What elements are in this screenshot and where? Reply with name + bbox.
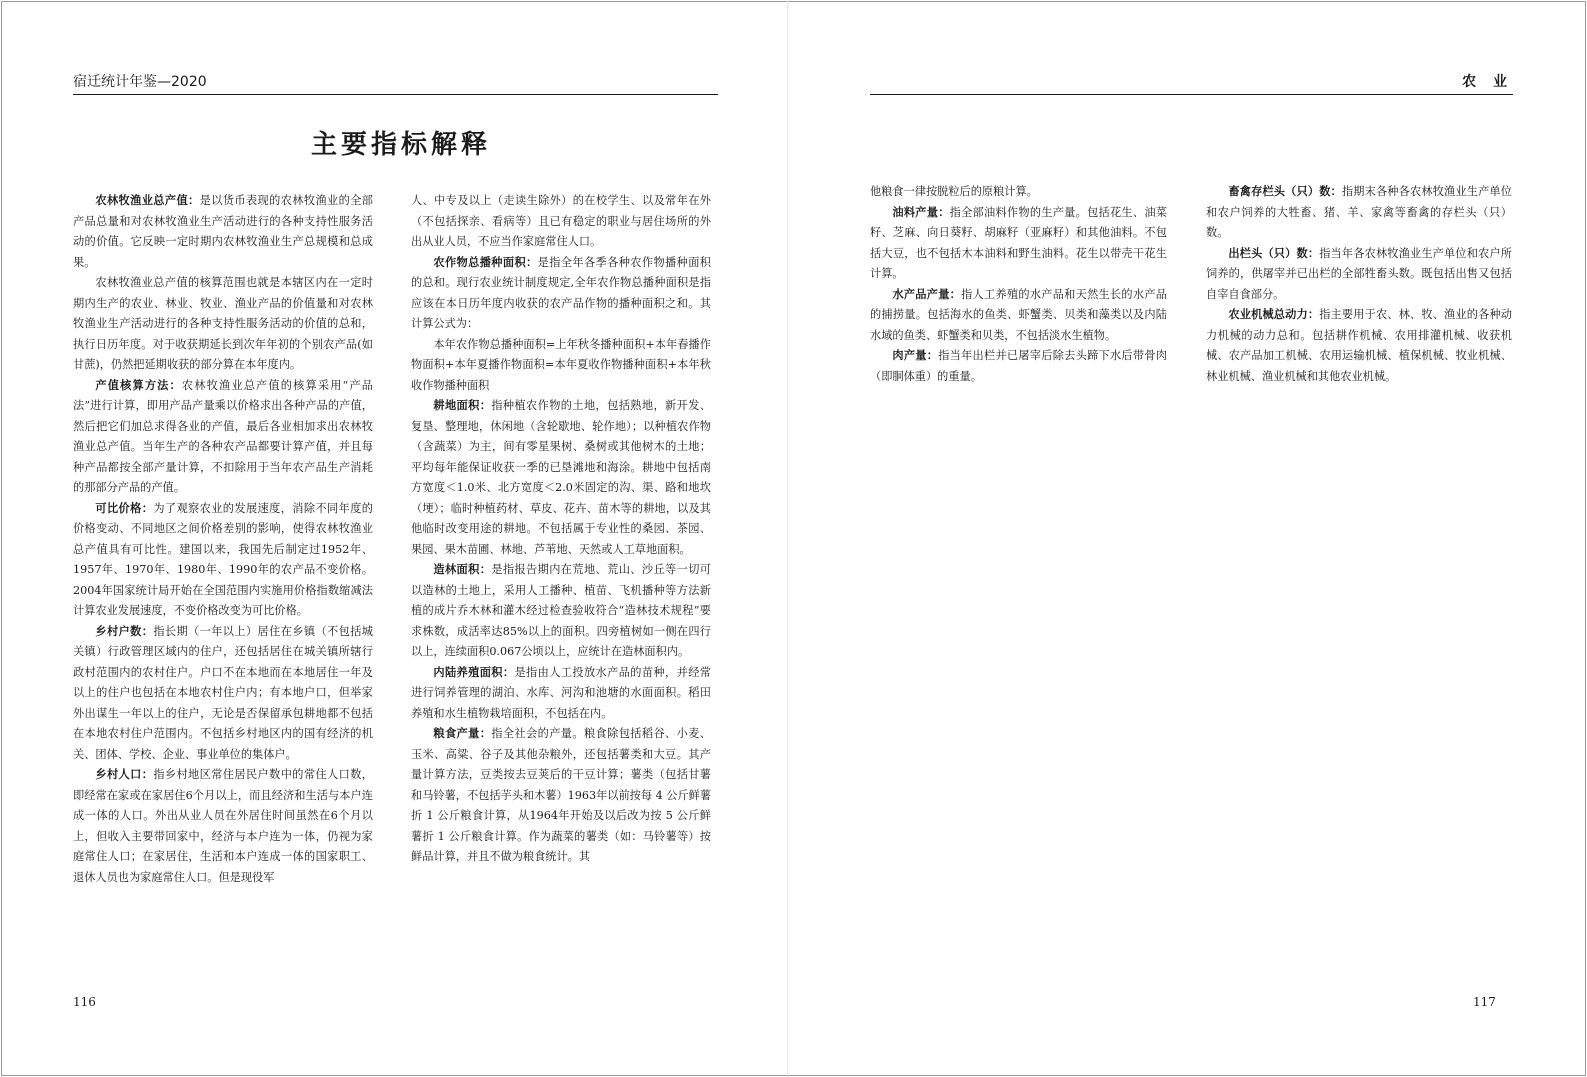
definition-text: 他粮食一律按脱粒后的原粮计算。 bbox=[870, 185, 1038, 198]
left-column-1 bbox=[73, 191, 373, 888]
definition-text: 本年农作物总播种面积=上年秋冬播种面积+本年春播作物面积+本年夏播作物面积=本年夏收作物播种面积+本年秋收作物播种面积 bbox=[411, 337, 711, 392]
definition-text: 指乡村地区常住居民户数中的常住人口数，即经常在家或在家居住6个月以上，而且经济和生活与本户连成一体的人口。外出从业人员在外居住时间虽然在6个月以上，但收入主要带回家中，经济与本户连为一体，仍视为家庭常住人口；在家居住，生活和本户连成一体的国家职工、退休人员也为家庭常住人口。但是现役军 bbox=[73, 768, 373, 884]
text-paragraph bbox=[411, 191, 711, 253]
left-column-2 bbox=[411, 191, 711, 868]
term-label: 肉产量： bbox=[892, 349, 939, 362]
definition-paragraph bbox=[73, 376, 373, 499]
section-title: 主要指标解释 bbox=[311, 130, 492, 160]
definition-text: 是指由人工投放水产品的苗种，并经常进行饲养管理的湖泊、水库、河沟和池塘的水面面积。稻田养殖和水生植物栽培面积，不包括在内。 bbox=[411, 665, 711, 720]
definition-text: 是指报告期内在荒地、荒山、沙丘等一切可以造林的土地上，采用人工播种、植苗、飞机播种等方法新植的成片乔木林和灌木经过检查验收符合“造林技术规程”要求株数，成活率达85%以上的面积。四旁植树如一侧在四行以上，连续面积0.067公顷以上，应统计在造林面积内。 bbox=[411, 563, 711, 658]
definition-paragraph bbox=[73, 622, 373, 766]
definition-text: 指全部油料作物的生产量。包括花生、油菜籽、芝麻、向日葵籽、胡麻籽（亚麻籽）和其他油料。不包括大豆，也不包括木本油料和野生油料。花生以带壳干花生计算。 bbox=[870, 205, 1167, 280]
definition-text: 指当年各农林牧渔业生产单位和农户所饲养的，供屠宰并已出栏的全部牲畜头数。既包括出售又包括自宰自食部分。 bbox=[1206, 246, 1512, 301]
definition-paragraph bbox=[411, 396, 711, 560]
definition-text: 指主要用于农、林、牧、渔业的各种动力机械的动力总和。包括耕作机械、农用排灌机械、收获机械、农产品加工机械、农用运输机械、植保机械、牧业机械、林业机械、渔业机械和其他农业机械。 bbox=[1206, 308, 1512, 383]
term-label: 农业机械总动力： bbox=[1228, 308, 1320, 321]
term-label: 内陆养殖面积： bbox=[433, 665, 515, 679]
text-paragraph bbox=[870, 182, 1167, 203]
term-label: 可比价格： bbox=[95, 501, 154, 515]
page-number-right: 117 bbox=[1473, 995, 1496, 1009]
term-label: 油料产量： bbox=[892, 205, 950, 219]
term-label: 出栏头（只）数： bbox=[1228, 246, 1320, 260]
definition-text: 农林牧渔业总产值的核算采用“产品法”进行计算，即用产品产量乘以价格求出各种产品的产值，然后把它们加总求得各业的产值，最后各业相加求出农林牧渔业总产值。当年生产的各种农产品都要计算产值，并且每种产品都按全部产量计算，不扣除用于当年农产品生产消耗的那部分产品的产值。 bbox=[73, 378, 373, 494]
definition-text: 为了观察农业的发展速度，消除不同年度的价格变动、不同地区之间价格差别的影响，使得农林牧渔业总产值具有可比性。建国以来，我国先后制定过1952年、1957年、1970年、1980年、1990年的农产品不变价格。2004年国家统计局开始在全国范围内实施用价格指数缩减法计算农业发展速度，不变价格改变为可比价格。 bbox=[73, 501, 373, 617]
term-label: 耕地面积： bbox=[433, 399, 492, 412]
term-label: 造林面积： bbox=[433, 563, 492, 576]
definition-text: 指全社会的产量。粮食除包括稻谷、小麦、玉米、高粱、谷子及其他杂粮外，还包括薯类和大豆。其产量计算方法，豆类按去豆荚后的干豆计算；薯类（包括甘薯和马铃薯，不包括芋头和木薯）1963年以前按每 4 公斤鲜薯折 1 公斤粮食计算，从1964年开始及以后改为按 5 公斤鲜薯折 1 公斤粮食计算。作为蔬菜的薯类（如：马铃薯等）按鲜品计算，并且不做为粮食统计。其 bbox=[411, 727, 712, 863]
term-label: 畜禽存栏头（只）数： bbox=[1228, 185, 1342, 198]
right-column-2 bbox=[1206, 182, 1512, 387]
term-label: 农作物总播种面积： bbox=[433, 255, 538, 269]
page-number-left: 116 bbox=[73, 995, 96, 1009]
running-head-left: 宿迁统计年鉴—2020 bbox=[73, 72, 718, 95]
definition-paragraph bbox=[73, 765, 373, 888]
definition-paragraph bbox=[411, 724, 711, 868]
definition-paragraph bbox=[411, 560, 711, 663]
definition-text: 指当年出栏并已屠宰后除去头蹄下水后带骨肉（即胴体重）的重量。 bbox=[870, 349, 1167, 383]
term-label: 粮食产量： bbox=[433, 727, 492, 740]
term-label: 乡村人口： bbox=[95, 768, 154, 781]
term-label: 水产品产量： bbox=[892, 287, 962, 301]
definition-text: 农林牧渔业总产值的核算范围也就是本辖区内在一定时期内生产的农业、林业、牧业、渔业产品的价值量和对农林牧渔业生产活动进行的各种支持性服务活动的价值的总和，执行日历年度。对于收获期延长到次年年初的个别农产品(如甘蔗)，仍然把延期收获的部分算在本年度内。 bbox=[73, 276, 373, 371]
right-page bbox=[788, 0, 1587, 1077]
definition-text: 是以货币表现的农林牧渔业的全部产品总量和对农林牧渔业生产活动进行的各种支持性服务活动的价值。它反映一定时期内农林牧渔业生产总规模和总成果。 bbox=[73, 194, 373, 269]
definition-paragraph bbox=[870, 346, 1167, 387]
definition-paragraph bbox=[411, 663, 711, 725]
definition-text: 是指全年各季各种农作物播种面积的总和。现行农业统计制度规定,全年农作物总播种面积是指应该在本日历年度内收获的农产品作物的播种面积之和。其计算公式为： bbox=[411, 255, 711, 330]
definition-paragraph bbox=[870, 203, 1167, 285]
text-paragraph bbox=[411, 335, 711, 397]
definition-paragraph bbox=[411, 253, 711, 335]
definition-text: 指人工养殖的水产品和天然生长的水产品的捕捞量。包括海水的鱼类、虾蟹类、贝类和藻类以及内陆水域的鱼类、虾蟹类和贝类，不包括淡水生植物。 bbox=[870, 287, 1167, 342]
right-column-1 bbox=[870, 182, 1167, 387]
definition-paragraph bbox=[73, 499, 373, 622]
definition-text: 指种植农作物的土地，包括熟地，新开发、复垦、整理地，休闲地（含轮歇地、轮作地）；以种植农作物（含蔬菜）为主，间有零星果树、桑树或其他树木的土地；平均每年能保证收获一季的已垦滩地和海涂。耕地中包括南方宽度＜1.0米、北方宽度＜2.0米固定的沟、渠、路和地坎（埂）；临时种植药材、草皮、花卉、苗木等的耕地，以及其他临时改变用途的耕地。不包括属于专业性的桑园、茶园、果园、果木苗圃、林地、芦苇地、天然或人工草地面积。 bbox=[411, 399, 711, 556]
definition-paragraph bbox=[1206, 305, 1512, 387]
definition-text: 指长期（一年以上）居住在乡镇（不包括城关镇）行政管理区域内的住户，还包括居住在城关镇所辖行政村范围内的农村住户。户口不在本地而在本地居住一年及以上的住户也包括在本地农村住户内；有本地户口，但举家外出谋生一年以上的住户，无论是否保留承包耕地都不包括在本地农村住户范围内。不包括乡村地区内的国有经济的机关、团体、学校、企业、事业单位的集体户。 bbox=[73, 624, 373, 761]
definition-paragraph bbox=[1206, 244, 1512, 306]
term-label: 产值核算方法： bbox=[95, 378, 182, 392]
definition-text: 人、中专及以上（走读生除外）的在校学生、以及常年在外（不包括探亲、看病等）且已有稳定的职业与居住场所的外出从业人员，不应当作家庭常住人口。 bbox=[411, 194, 711, 248]
text-paragraph bbox=[73, 273, 373, 376]
term-label: 乡村户数： bbox=[95, 624, 154, 638]
left-page bbox=[0, 0, 787, 1077]
definition-text: 指期末各种各农林牧渔业生产单位和农户饲养的大牲畜、猪、羊、家禽等畜禽的存栏头（只）数。 bbox=[1206, 185, 1512, 239]
definition-paragraph bbox=[1206, 182, 1512, 244]
term-label: 农林牧渔业总产值： bbox=[95, 194, 200, 207]
definition-paragraph bbox=[870, 285, 1167, 347]
running-head-right: 农 业 bbox=[870, 72, 1513, 95]
definition-paragraph bbox=[73, 191, 373, 273]
